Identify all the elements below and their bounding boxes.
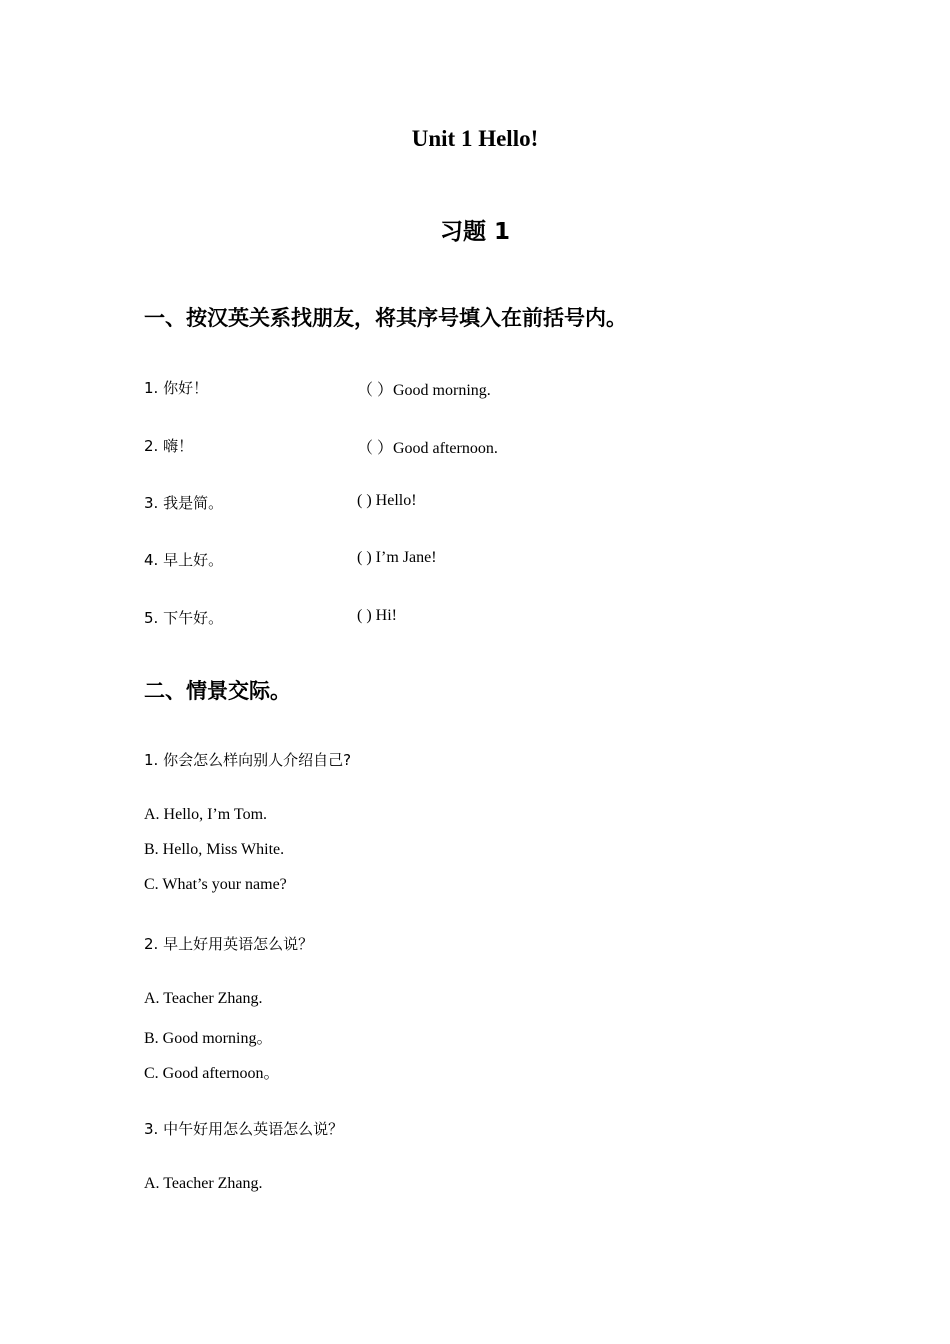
match-right-item-4: ( ) I’m Jane!: [357, 549, 437, 566]
question-2-option-c: C. Good afternoon。: [144, 1065, 280, 1082]
page-title: Unit 1 Hello!: [411, 126, 539, 151]
match-right-item-5: ( ) Hi!: [357, 607, 397, 624]
exercise-subtitle: 习题 1: [439, 219, 510, 245]
question-2: 2. 早上好用英语怎么说？: [144, 935, 314, 953]
question-2-option-a: A. Teacher Zhang.: [144, 990, 263, 1007]
question-1-option-c: C. What’s your name?: [144, 876, 287, 893]
question-1-option-a: A. Hello, I’m Tom.: [144, 806, 268, 823]
match-left-item-4: 4. 早上好。: [144, 551, 224, 569]
match-left-item-2: 2. 嗨！: [144, 437, 194, 455]
section-2-heading: 二、情景交际。: [144, 679, 291, 703]
match-left-item-3: 3. 我是简。: [144, 494, 224, 512]
match-right-item-3: ( ) Hello!: [357, 492, 417, 509]
question-3: 3. 中午好用怎么英语怎么说？: [144, 1120, 344, 1138]
question-1-option-b: B. Hello, Miss White.: [144, 841, 285, 858]
match-left-item-5: 5. 下午好。: [144, 609, 224, 627]
match-right-item-2: （ ）Good afternoon.: [357, 440, 498, 457]
section-1-heading: 一、按汉英关系找朋友，将其序号填入在前括号内。: [144, 306, 627, 330]
question-1: 1. 你会怎么样向别人介绍自己?: [144, 751, 352, 769]
match-left-item-1: 1. 你好！: [144, 379, 209, 397]
match-right-item-1: （ ）Good morning.: [357, 382, 491, 399]
question-3-option-a: A. Teacher Zhang.: [144, 1175, 263, 1192]
question-2-option-b: B. Good morning。: [144, 1030, 273, 1047]
